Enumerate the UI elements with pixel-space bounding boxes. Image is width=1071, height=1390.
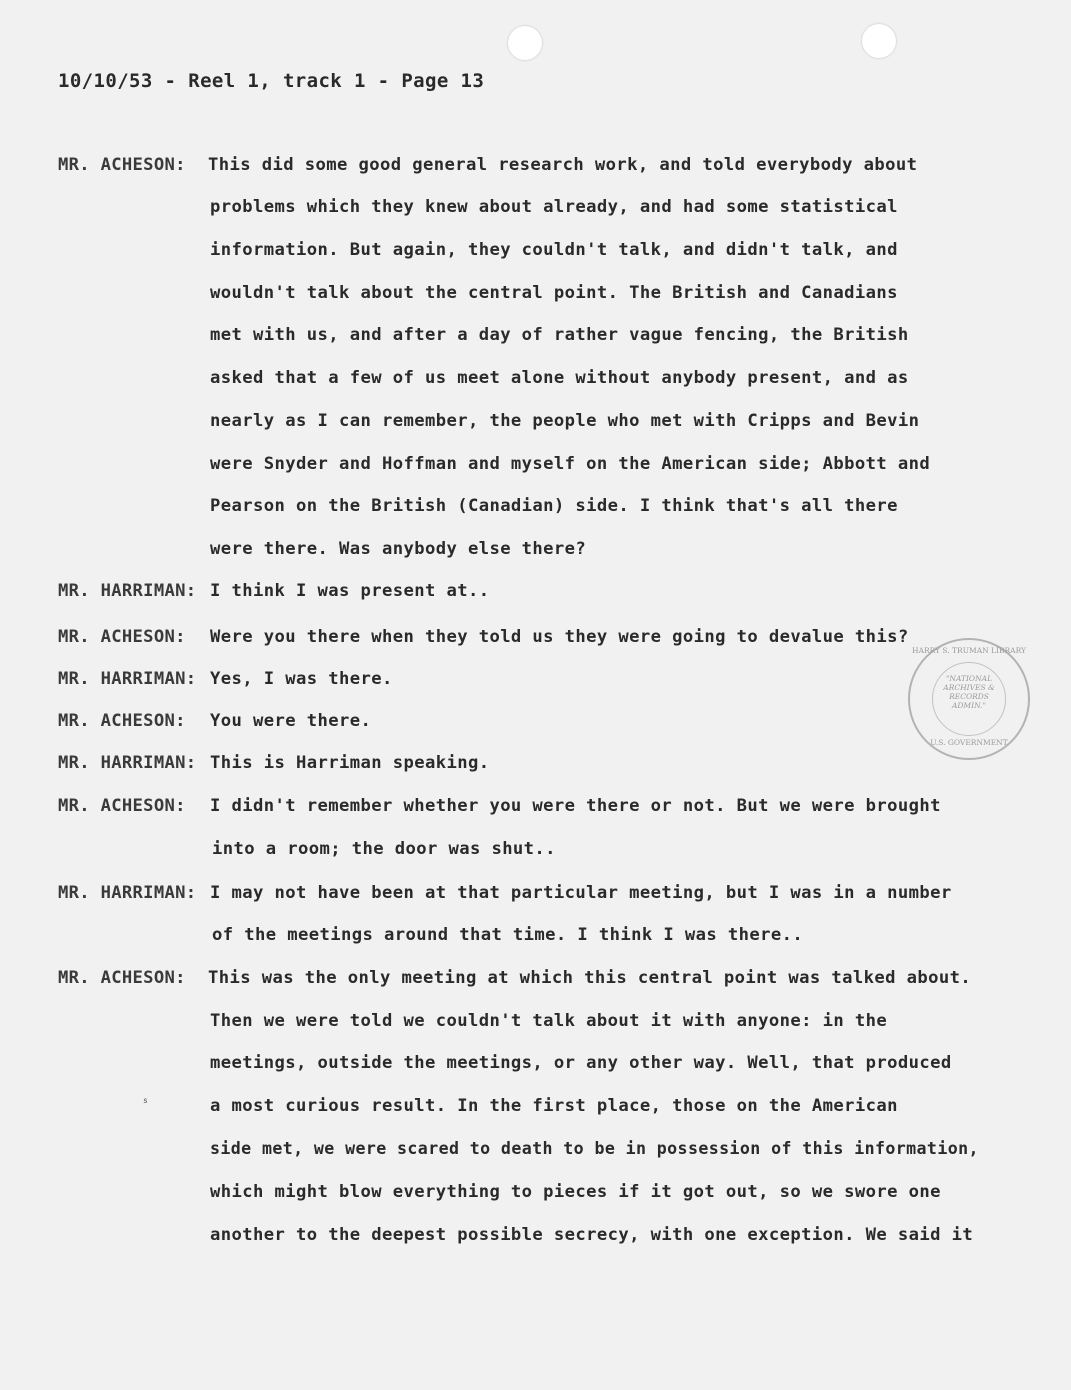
transcript-line: nearly as I can remember, the people who met with Cripps and Bevin [210, 411, 920, 431]
punch-hole-right [862, 24, 896, 58]
transcript-line: This did some good general research work, and told everybody about [208, 155, 918, 175]
transcript-line: were Snyder and Hoffman and myself on the American side; Abbott and [210, 454, 931, 474]
speaker-label: MR. ACHESON: [58, 155, 186, 175]
transcript-line: Pearson on the British (Canadian) side. I think that's all there [210, 496, 898, 516]
transcript-line: Then we were told we couldn't talk about it with anyone: in the [210, 1011, 888, 1031]
stamp-top-text: HARRY S. TRUMAN LIBRARY [912, 646, 1026, 655]
transcript-line: Were you there when they told us they were going to devalue this? [210, 627, 909, 647]
transcript-line: side met, we were scared to death to be in possession of this information, [210, 1139, 979, 1158]
transcript-line: wouldn't talk about the central point. The British and Canadians [210, 283, 898, 303]
transcript-line: meetings, outside the meetings, or any other way. Well, that produced [210, 1053, 952, 1073]
punch-hole-left [508, 26, 542, 60]
transcript-line: into a room; the door was shut.. [212, 839, 556, 859]
speaker-label: MR. ACHESON: [58, 627, 186, 647]
transcript-line: You were there. [210, 711, 372, 731]
transcript-line: I may not have been at that particular meeting, but I was in a number [210, 883, 952, 903]
transcript-line: This is Harriman speaking. [210, 753, 490, 773]
transcript-line: which might blow everything to pieces if it got out, so we swore one [210, 1182, 941, 1202]
speaker-label: MR. ACHESON: [58, 968, 186, 988]
transcript-line: I think I was present at.. [210, 581, 490, 601]
transcript-line: problems which they knew about already, and had some statistical [210, 197, 898, 217]
transcript-line: met with us, and after a day of rather vague fencing, the British [210, 325, 909, 345]
transcript-line: a most curious result. In the first place, those on the American [210, 1096, 898, 1116]
speaker-label: MR. HARRIMAN: [58, 883, 197, 903]
stamp-center-text: "NATIONAL ARCHIVES & RECORDS ADMIN." [943, 674, 995, 710]
library-stamp [908, 638, 1030, 760]
page-header: 10/10/53 - Reel 1, track 1 - Page 13 [58, 70, 485, 92]
transcript-line: This was the only meeting at which this central point was talked about. [208, 968, 972, 988]
speaker-label: MR. HARRIMAN: [58, 753, 197, 773]
transcript-line: I didn't remember whether you were there or not. But we were brought [210, 796, 941, 816]
transcript-line: Yes, I was there. [210, 669, 393, 689]
transcript-line: asked that a few of us meet alone without anybody present, and as [210, 368, 909, 388]
stamp-bottom-text: U.S. GOVERNMENT [930, 738, 1008, 747]
transcript-line: another to the deepest possible secrecy, with one exception. We said it [210, 1225, 974, 1245]
transcript-line: information. But again, they couldn't talk, and didn't talk, and [210, 240, 898, 260]
speaker-label: MR. ACHESON: [58, 711, 186, 731]
transcript-line: were there. Was anybody else there? [210, 539, 587, 559]
speaker-label: MR. HARRIMAN: [58, 581, 197, 601]
margin-mark: s [143, 1096, 148, 1105]
speaker-label: MR. ACHESON: [58, 796, 186, 816]
transcript-line: of the meetings around that time. I think I was there.. [212, 925, 804, 945]
speaker-label: MR. HARRIMAN: [58, 669, 197, 689]
